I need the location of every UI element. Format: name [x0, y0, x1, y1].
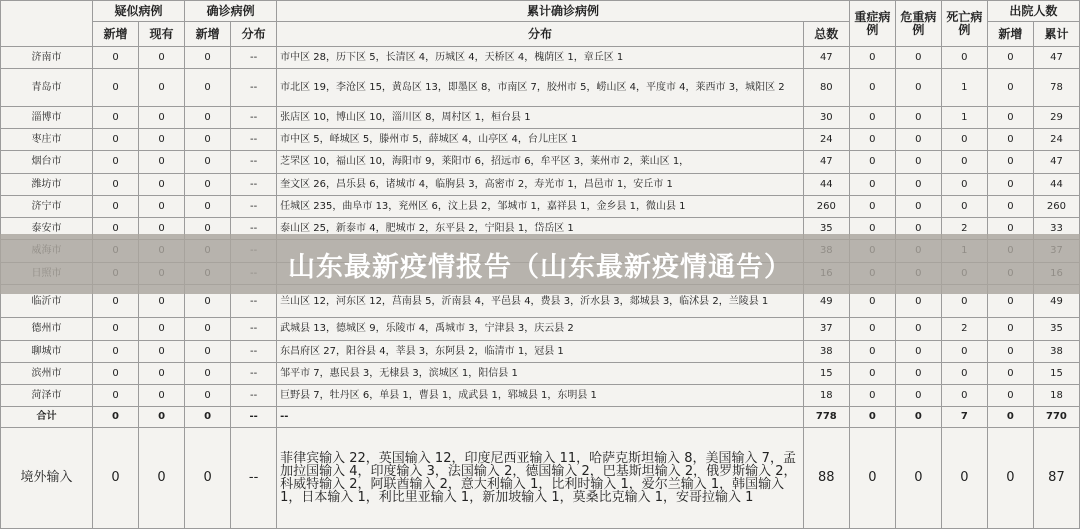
cell-death: 0 [941, 195, 987, 217]
cell-death: 0 [941, 151, 987, 173]
cell-d-total: 49 [1033, 284, 1079, 317]
cell-c-dist: -- [231, 151, 277, 173]
cell-c-dist: -- [231, 318, 277, 340]
cell-total: 47 [803, 151, 849, 173]
cell-city: 聊城市 [1, 340, 93, 362]
cell-s-cur: 0 [139, 427, 185, 528]
cell-total: 44 [803, 173, 849, 195]
cell-s-cur: 0 [139, 407, 185, 427]
cell-death: 1 [941, 106, 987, 128]
cell-death: 1 [941, 69, 987, 106]
cell-s-cur: 0 [139, 218, 185, 240]
header-suspected-existing: 现有 [139, 22, 185, 47]
cell-severe: 0 [849, 47, 895, 69]
cell-dist: -- [277, 407, 804, 427]
cell-city: 烟台市 [1, 151, 93, 173]
cell-total: 30 [803, 106, 849, 128]
cell-c-dist: -- [231, 284, 277, 317]
header-death: 死亡病例 [941, 1, 987, 47]
header-cumulative-distribution: 分布 [277, 22, 804, 47]
cell-critical: 0 [895, 195, 941, 217]
cell-s-new: 0 [93, 385, 139, 407]
cell-dist: 任城区 235，曲阜市 13，兖州区 6，汶上县 2，邹城市 1，嘉祥县 1，金乡县 1，微山县 1 [277, 195, 804, 217]
cell-critical: 0 [895, 218, 941, 240]
cell-s-new: 0 [93, 106, 139, 128]
cell-total: 35 [803, 218, 849, 240]
table-row [1, 151, 1080, 173]
cell-death: 0 [941, 385, 987, 407]
cell-critical: 0 [895, 151, 941, 173]
cell-d-new: 0 [987, 69, 1033, 106]
table-row [1, 173, 1080, 195]
cell-total: 38 [803, 340, 849, 362]
cell-s-new: 0 [93, 151, 139, 173]
cell-c-dist: -- [231, 218, 277, 240]
header-critical: 危重病例 [895, 1, 941, 47]
cell-s-cur: 0 [139, 318, 185, 340]
table-row [1, 69, 1080, 106]
cell-d-new: 0 [987, 318, 1033, 340]
cell-c-dist: -- [231, 69, 277, 106]
cell-d-total: 260 [1033, 195, 1079, 217]
cell-dist: 市北区 19，李沧区 15，黄岛区 13，即墨区 8，市南区 7，胶州市 5，崂山区 4，平度市 4，莱西市 3，城阳区 2 [277, 69, 804, 106]
cell-total: 260 [803, 195, 849, 217]
cell-d-new: 0 [987, 128, 1033, 150]
cell-d-total: 33 [1033, 218, 1079, 240]
cell-death: 0 [941, 47, 987, 69]
cell-city: 菏泽市 [1, 385, 93, 407]
cell-death: 2 [941, 218, 987, 240]
cell-d-total: 38 [1033, 340, 1079, 362]
cell-c-new: 0 [185, 128, 231, 150]
cell-total: 80 [803, 69, 849, 106]
cell-d-new: 0 [987, 340, 1033, 362]
cell-c-new: 0 [185, 407, 231, 427]
cell-d-total: 44 [1033, 173, 1079, 195]
header-city [1, 1, 93, 47]
cell-s-new: 0 [93, 407, 139, 427]
cell-critical: 0 [895, 362, 941, 384]
cell-s-cur: 0 [139, 195, 185, 217]
title-banner [0, 234, 1080, 294]
cell-critical: 0 [895, 318, 941, 340]
cell-c-new: 0 [185, 284, 231, 317]
table-row [1, 195, 1080, 217]
cell-total: 47 [803, 47, 849, 69]
cell-d-new: 0 [987, 151, 1033, 173]
table-row [1, 427, 1080, 528]
cell-total: 88 [803, 427, 849, 528]
cell-d-total: 47 [1033, 47, 1079, 69]
cell-s-cur: 0 [139, 362, 185, 384]
cell-d-total: 24 [1033, 128, 1079, 150]
cell-c-new: 0 [185, 151, 231, 173]
cell-critical: 0 [895, 128, 941, 150]
cell-total: 24 [803, 128, 849, 150]
cell-s-new: 0 [93, 47, 139, 69]
header-cumulative: 累计确诊病例 [277, 1, 850, 22]
cell-critical: 0 [895, 69, 941, 106]
cell-d-new: 0 [987, 106, 1033, 128]
cell-c-dist: -- [231, 362, 277, 384]
cell-s-cur: 0 [139, 385, 185, 407]
cell-total: 15 [803, 362, 849, 384]
banner-title: 山东最新疫情报告（山东最新疫情通告） [288, 251, 792, 283]
cell-c-new: 0 [185, 427, 231, 528]
cell-c-dist: -- [231, 340, 277, 362]
cell-s-cur: 0 [139, 284, 185, 317]
cell-c-dist: -- [231, 173, 277, 195]
cell-s-new: 0 [93, 362, 139, 384]
cell-c-dist: -- [231, 385, 277, 407]
cell-dist: 邹平市 7，惠民县 3，无棣县 3，滨城区 1，阳信县 1 [277, 362, 804, 384]
header-confirmed-new: 新增 [185, 22, 231, 47]
cell-severe: 0 [849, 362, 895, 384]
cell-d-total: 15 [1033, 362, 1079, 384]
cell-city: 济南市 [1, 47, 93, 69]
cell-severe: 0 [849, 195, 895, 217]
header-discharged: 出院人数 [987, 1, 1079, 22]
cell-severe: 0 [849, 407, 895, 427]
cell-d-total: 47 [1033, 151, 1079, 173]
cell-d-new: 0 [987, 385, 1033, 407]
cell-dist: 巨野县 7，牡丹区 6，单县 1，曹县 1，成武县 1，郓城县 1，东明县 1 [277, 385, 804, 407]
header-discharged-total: 累计 [1033, 22, 1079, 47]
cell-d-new: 0 [987, 173, 1033, 195]
header-confirmed: 确诊病例 [185, 1, 277, 22]
cell-city: 淄博市 [1, 106, 93, 128]
cell-death: 0 [941, 362, 987, 384]
cell-s-cur: 0 [139, 173, 185, 195]
cell-city: 青岛市 [1, 69, 93, 106]
cell-dist: 奎文区 26，昌乐县 6，诸城市 4，临朐县 3，高密市 2，寿光市 1，昌邑市 1，安丘市 1 [277, 173, 804, 195]
cell-d-total: 29 [1033, 106, 1079, 128]
cell-city: 泰安市 [1, 218, 93, 240]
cell-c-new: 0 [185, 173, 231, 195]
cell-c-dist: -- [231, 195, 277, 217]
cell-severe: 0 [849, 318, 895, 340]
table-row [1, 106, 1080, 128]
cell-d-total: 87 [1033, 427, 1079, 528]
cell-critical: 0 [895, 340, 941, 362]
cell-death: 0 [941, 173, 987, 195]
cell-s-cur: 0 [139, 106, 185, 128]
cell-c-new: 0 [185, 318, 231, 340]
cell-severe: 0 [849, 385, 895, 407]
table-row [1, 362, 1080, 384]
cell-critical: 0 [895, 427, 941, 528]
cell-dist: 兰山区 12，河东区 12，莒南县 5，沂南县 4，平邑县 4，费县 3，沂水县 3，郯城县 3，临沭县 2，兰陵县 1 [277, 284, 804, 317]
cell-c-new: 0 [185, 106, 231, 128]
cell-s-new: 0 [93, 195, 139, 217]
cell-severe: 0 [849, 151, 895, 173]
header-cumulative-total: 总数 [803, 22, 849, 47]
cell-d-total: 35 [1033, 318, 1079, 340]
table-row [1, 407, 1080, 427]
cell-c-dist: -- [231, 47, 277, 69]
cell-d-new: 0 [987, 407, 1033, 427]
cell-severe: 0 [849, 427, 895, 528]
cell-d-new: 0 [987, 218, 1033, 240]
cell-c-new: 0 [185, 47, 231, 69]
cell-total: 18 [803, 385, 849, 407]
cell-city: 滨州市 [1, 362, 93, 384]
cell-d-total: 78 [1033, 69, 1079, 106]
cell-severe: 0 [849, 69, 895, 106]
cell-d-new: 0 [987, 47, 1033, 69]
cell-d-total: 770 [1033, 407, 1079, 427]
cell-critical: 0 [895, 47, 941, 69]
cell-dist: 泰山区 25，新泰市 4，肥城市 2，东平县 2，宁阳县 1，岱岳区 1 [277, 218, 804, 240]
cell-d-new: 0 [987, 362, 1033, 384]
cell-city: 济宁市 [1, 195, 93, 217]
table-row [1, 318, 1080, 340]
cell-city: 合计 [1, 407, 93, 427]
cell-dist: 市中区 28，历下区 5，长清区 4，历城区 4，天桥区 4，槐荫区 1，章丘区 1 [277, 47, 804, 69]
cell-c-dist: -- [231, 407, 277, 427]
cell-city: 临沂市 [1, 284, 93, 317]
cell-s-new: 0 [93, 284, 139, 317]
cell-s-cur: 0 [139, 340, 185, 362]
cell-death: 0 [941, 427, 987, 528]
cell-c-new: 0 [185, 385, 231, 407]
cell-c-dist: -- [231, 106, 277, 128]
cell-death: 0 [941, 340, 987, 362]
cell-s-new: 0 [93, 69, 139, 106]
cell-s-new: 0 [93, 218, 139, 240]
header-row-1 [1, 1, 1080, 22]
cell-severe: 0 [849, 284, 895, 317]
cell-d-total: 18 [1033, 385, 1079, 407]
cell-city: 潍坊市 [1, 173, 93, 195]
table-row [1, 47, 1080, 69]
cell-s-cur: 0 [139, 69, 185, 106]
table-row [1, 128, 1080, 150]
cell-d-new: 0 [987, 195, 1033, 217]
cell-severe: 0 [849, 106, 895, 128]
header-confirmed-distribution: 分布 [231, 22, 277, 47]
cell-death: 0 [941, 128, 987, 150]
cell-death: 2 [941, 318, 987, 340]
cell-severe: 0 [849, 340, 895, 362]
cell-death: 0 [941, 284, 987, 317]
cell-dist: 芝罘区 10，福山区 10，海阳市 9，莱阳市 6，招远市 6，牟平区 3，莱州市 2，莱山区 1， [277, 151, 804, 173]
header-discharged-new: 新增 [987, 22, 1033, 47]
cell-s-cur: 0 [139, 151, 185, 173]
cell-s-new: 0 [93, 173, 139, 195]
table-row [1, 385, 1080, 407]
cell-total: 37 [803, 318, 849, 340]
cell-total: 49 [803, 284, 849, 317]
header-suspected: 疑似病例 [93, 1, 185, 22]
cell-dist: 武城县 13，德城区 9，乐陵市 4，禹城市 3，宁津县 3，庆云县 2 [277, 318, 804, 340]
cell-critical: 0 [895, 106, 941, 128]
cell-s-cur: 0 [139, 47, 185, 69]
cell-severe: 0 [849, 128, 895, 150]
cell-c-new: 0 [185, 218, 231, 240]
cell-s-new: 0 [93, 427, 139, 528]
cell-critical: 0 [895, 385, 941, 407]
cell-d-new: 0 [987, 427, 1033, 528]
cell-s-new: 0 [93, 128, 139, 150]
cell-dist: 张店区 10，博山区 10，淄川区 8，周村区 1，桓台县 1 [277, 106, 804, 128]
cell-dist: 市中区 5，峄城区 5，滕州市 5，薛城区 4，山亭区 4，台儿庄区 1 [277, 128, 804, 150]
cell-c-new: 0 [185, 362, 231, 384]
cell-s-cur: 0 [139, 128, 185, 150]
cell-critical: 0 [895, 173, 941, 195]
cell-c-new: 0 [185, 340, 231, 362]
header-severe: 重症病例 [849, 1, 895, 47]
cell-c-new: 0 [185, 69, 231, 106]
cell-c-dist: -- [231, 128, 277, 150]
cell-severe: 0 [849, 173, 895, 195]
cell-city: 德州市 [1, 318, 93, 340]
table-row [1, 340, 1080, 362]
header-suspected-new: 新增 [93, 22, 139, 47]
cell-total: 778 [803, 407, 849, 427]
cell-severe: 0 [849, 218, 895, 240]
cell-critical: 0 [895, 407, 941, 427]
cell-s-new: 0 [93, 340, 139, 362]
cell-city: 境外输入 [1, 427, 93, 528]
cell-dist: 东昌府区 27，阳谷县 4，莘县 3，东阿县 2，临清市 1，冠县 1 [277, 340, 804, 362]
cell-city: 枣庄市 [1, 128, 93, 150]
cell-critical: 0 [895, 284, 941, 317]
cell-s-new: 0 [93, 318, 139, 340]
cell-dist: 菲律宾输入 22，英国输入 12，印度尼西亚输入 11，哈萨克斯坦输入 8，美国输入 7，孟加拉国输入 4，印度输入 3，法国输入 2，德国输入 2，巴基斯坦输入 2，俄罗斯输入 2，科威特输入 2，阿联酋输入 2，意大利输入 1，比利时输入 1，爱尔兰输入 1，韩国输入 1，日本输入 1，利比里亚输入 1，新加坡输入 1，莫桑比克输入 1，安哥拉输入 1 [277, 427, 804, 528]
cell-d-new: 0 [987, 284, 1033, 317]
cell-c-new: 0 [185, 195, 231, 217]
cell-death: 7 [941, 407, 987, 427]
cell-c-dist: -- [231, 427, 277, 528]
